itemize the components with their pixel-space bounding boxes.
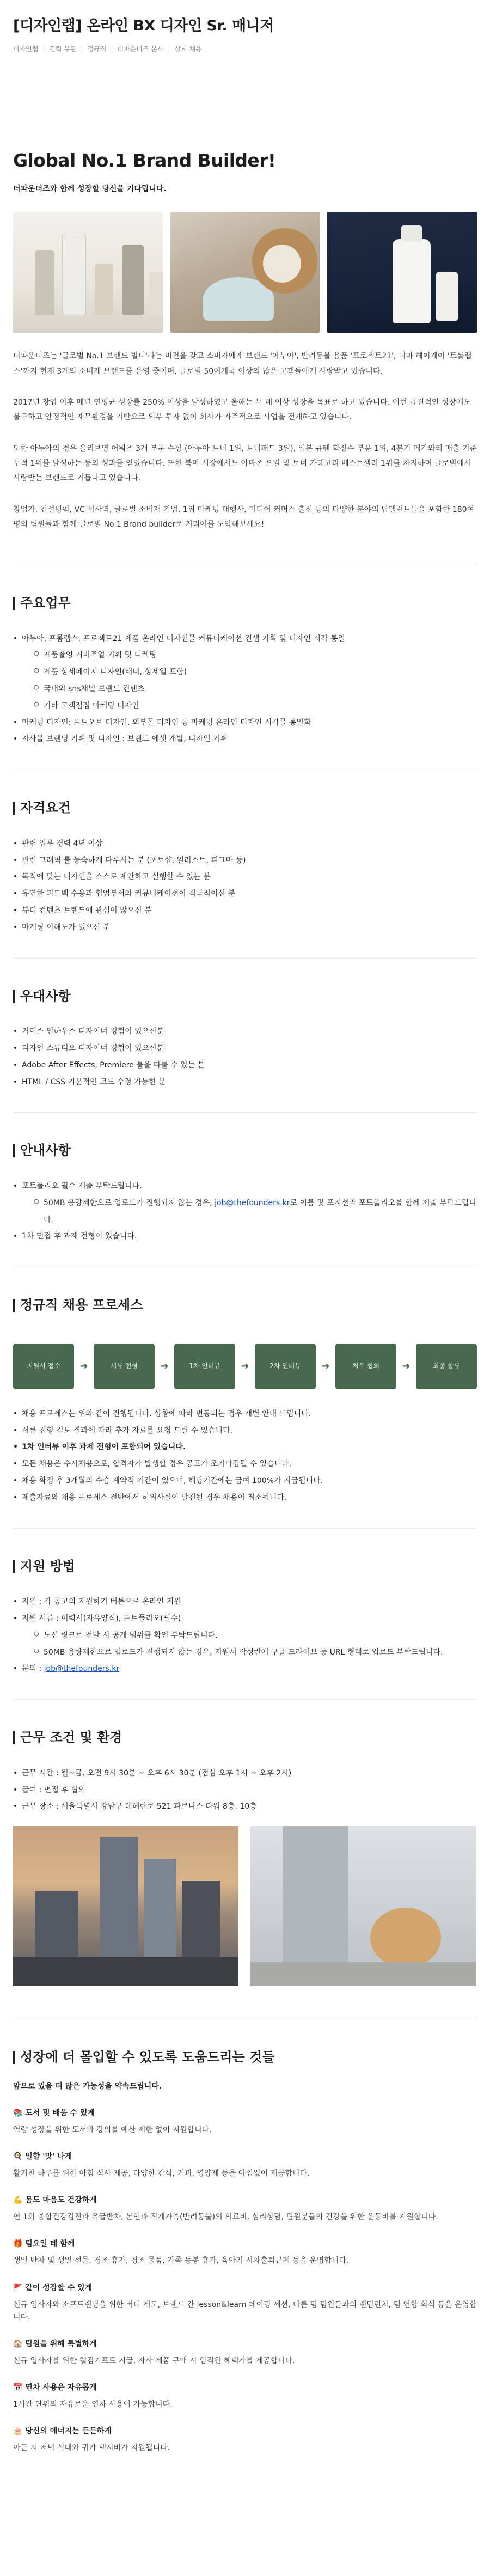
list-item: • 근무 장소 : 서울특별시 강남구 테헤란로 521 파르나스 타워 8층, 10층 <box>13 1798 477 1815</box>
intro-paragraph: 더파운더즈는 '글로벌 No.1 브랜드 빌더'라는 비전을 갖고 소비자에게 브랜드 '아누아', 반려동물 용품 '프로젝트21', 더마 헤어케어 '트롤랩스'까지 현재 3개의 소비재 브랜드를 운영 중이며, 글로벌 50여개국 이상의 많은 고객들에게 사랑받고 있습니다. <box>13 352 472 376</box>
benefit-group <box>13 2194 477 2224</box>
list-item: • 목적에 맞는 디자인을 스스로 제안하고 실행할 수 있는 분 <box>13 869 477 886</box>
list-item: • 모든 채용은 수시채용으로, 합격자가 발생할 경우 공고가 조기마감될 수 있습니다. <box>13 1456 477 1473</box>
job-tag-list <box>13 44 477 55</box>
benefit-group <box>13 2238 477 2267</box>
benefit-desc: 활기찬 하루를 위한 아침 식사 제공, 다양한 간식, 커피, 영양제 등을 아낌없이 제공합니다. <box>13 2169 310 2178</box>
list-item: • 관련 그래픽 툴 능숙하게 다루시는 분 (포토샵, 일러스트, 피그마 등) <box>13 852 477 869</box>
office-building-photo <box>13 1826 238 1986</box>
sub-list-item: ○ 50MB 용량제한으로 업로드가 진행되지 않는 경우, job@thefounders.kr로 이름 및 포지션과 포트폴리오를 함께 제출 부탁드립니다. <box>22 1195 477 1229</box>
preferred-list <box>13 1023 477 1090</box>
process-notes <box>13 1406 477 1506</box>
list-item: • 채용 프로세스는 위와 같이 진행됩니다. 상황에 따라 변동되는 경우 개별 안내 드립니다. <box>13 1406 477 1423</box>
list-item: • 관련 업무 경력 4년 이상 <box>13 835 477 852</box>
section-title: 안내사항 <box>13 1140 477 1162</box>
job-tag-label: 디자인랩 <box>13 45 39 53</box>
list-item: • 서류 전형 검토 결과에 따라 추가 자료를 요청 드릴 수 있습니다. <box>13 1423 477 1439</box>
sub-list-item: ○ 제품촬영 커버주얼 기획 및 디렉팅 <box>22 647 477 664</box>
arrow-right-icon: ➜ <box>160 1360 169 1372</box>
section-title: 지원 방법 <box>13 1556 477 1578</box>
benefit-group <box>13 2382 477 2411</box>
arrow-right-icon: ➜ <box>402 1360 411 1372</box>
benefit-desc: 연 1회 종합건강검진과 유급반차, 본인과 직계가족(반려동물)의 의료비, 심리상담, 팀원분들의 건강을 위한 운동비를 지원합니다. <box>13 2213 438 2222</box>
benefit-group <box>13 2338 477 2367</box>
qualification-list <box>13 835 477 936</box>
section-title: 자격요건 <box>13 797 477 819</box>
intro-paragraph: 또한 아누아의 경우 올리브영 어워즈 3개 부문 수상 (아누아 토너 1위, 토너패드 3위), 일본 큐텐 화장수 부문 1위, 4분기 메가와리 매출 기준 누적 1위를 달성하는 등의 성과를 얻었습니다. 또한 북미 시장에서도 아마존 오일 및 토너 카테고리 베스트셀러 1위를 차지하며 글로벌에서 사랑받는 브랜드로 거듭나고 있습니다. <box>13 444 477 483</box>
benefit-group <box>13 2151 477 2180</box>
benefit-group <box>13 2282 477 2324</box>
arrow-right-icon: ➜ <box>321 1360 330 1372</box>
section-title: 주요업무 <box>13 593 477 614</box>
benefit-title: 🎂 당신의 에너지는 든든하게 <box>13 2427 112 2436</box>
arrow-right-icon: ➜ <box>241 1360 249 1372</box>
benefit-title: 🎁 팀요일 데 함께 <box>13 2239 75 2249</box>
section-process <box>13 1295 477 1506</box>
job-header <box>0 0 490 64</box>
intro-paragraph: 창업가, 컨설팅펌, VC 심사역, 글로벌 소비재 기업, 1위 마케팅 대행사, 미디어 커머스 출신 등의 다양한 분야의 탑탤런트들을 포함한 180여명의 팀원들과 함께 글로벌 No.1 Brand builder로 커리어를 도약해보세요! <box>13 505 475 529</box>
job-tag: 디자인랩 | <box>13 44 45 55</box>
section-title: 우대사항 <box>13 986 477 1008</box>
section-divider <box>13 1112 477 1113</box>
job-tag <box>175 44 202 55</box>
benefit-title: 🏠 팀원을 위해 특별하게 <box>13 2339 97 2348</box>
brand-subheading: 더파운더즈와 함께 성장할 당신을 기다립니다. <box>13 185 167 194</box>
list-item: • 커머스 인하우스 디자이너 경험이 있으신분 <box>13 1023 477 1040</box>
list-item: • Adobe After Effects, Premiere 툴을 다룰 수 있는 분 <box>13 1057 477 1074</box>
product-photo-cat <box>170 212 320 333</box>
job-tag: 더파운더즈 본사 | <box>117 44 170 55</box>
benefits-subtitle: 앞으로 있을 더 많은 가능성을 약속드립니다. <box>13 2081 162 2091</box>
process-step: 서류 전형 <box>94 1344 155 1389</box>
section-notice <box>13 1140 477 1245</box>
benefit-desc: 1시간 단위의 자유로운 연차 사용이 가능합니다. <box>13 2400 173 2409</box>
process-step: 1차 인터뷰 <box>174 1344 235 1389</box>
section-apply <box>13 1556 477 1678</box>
list-item: • 근무 시간 : 월~금, 오전 9시 30분 ~ 오후 6시 30분 (점심 오후 1시 ~ 오후 2시) <box>13 1765 477 1782</box>
list-item: • 지원 : 각 공고의 지원하기 버튼으로 온라인 지원 <box>13 1594 477 1610</box>
office-photo-row <box>13 1826 477 1986</box>
sub-list-item: ○ 노션 링크로 전달 시 공개 범위를 확인 부탁드립니다. <box>22 1627 477 1644</box>
list-item: • 제출자료와 채용 프로세스 전반에서 허위사실이 발견될 경우 채용이 취소됩니다. <box>13 1490 477 1506</box>
product-photo-haircare <box>327 212 477 333</box>
intro-paragraph: 2017년 창업 이후 매년 연평균 성장률 250% 이상을 달성하였고 올해는 두 배 이상 성장을 목표로 하고 있습니다. 이런 급진적인 성장에도 불구하고 안정적인 재무환경을 기반으로 외부 투자 없이 회사가 자주적으로 사업을 전개하고 있습니다. <box>13 398 471 422</box>
process-step: 최종 합류 <box>416 1344 477 1389</box>
list-item: • 마케팅 이해도가 있으신 분 <box>13 919 477 936</box>
benefit-group <box>13 2425 477 2455</box>
section-preferred <box>13 986 477 1091</box>
section-title: 근무 조건 및 환경 <box>13 1727 477 1749</box>
notice-list <box>13 1178 477 1245</box>
page-title: [디자인랩] 온라인 BX 디자인 Sr. 매니저 <box>13 17 274 34</box>
benefit-desc: 생일 반차 및 생일 선물, 경조 휴가, 경조 물품, 가족 동봉 휴가, 육아기 시차출퇴근제 등을 운영합니다. <box>13 2256 349 2266</box>
email-link[interactable]: job@thefounders.kr <box>215 1198 290 1207</box>
benefit-group <box>13 2107 477 2137</box>
arrow-right-icon: ➜ <box>79 1360 88 1372</box>
brand-heading: Global No.1 Brand Builder! <box>13 149 276 171</box>
sub-list-item: ○ 기타 고객접점 마케팅 디자인 <box>22 698 477 715</box>
job-tag: 정규직 | <box>88 44 113 55</box>
benefit-title: 📅 연차 사용은 자유롭게 <box>13 2383 97 2392</box>
duty-list <box>13 631 477 748</box>
section-title: 정규직 채용 프로세스 <box>13 1295 477 1316</box>
process-flow <box>13 1344 477 1389</box>
list-item: • 급여 : 면접 후 협의 <box>13 1782 477 1799</box>
section-divider <box>13 958 477 959</box>
job-content <box>0 146 490 2455</box>
list-item: • 1차 면접 후 과제 전형이 있습니다. <box>13 1228 477 1245</box>
job-tag-label: 상시 채용 <box>174 45 202 53</box>
job-tag-label: 더파운더즈 본사 <box>117 45 164 53</box>
job-tag: 경력 무관 | <box>49 44 83 55</box>
benefit-desc: 신규 입사자를 위한 웰컴기프트 지급, 자사 제품 구매 시 임직원 혜택가를 제공합니다. <box>13 2356 295 2365</box>
process-step: 지원서 접수 <box>13 1344 74 1389</box>
list-item: • 디자인 스튜디오 디자이너 경험이 있으신분 <box>13 1040 477 1057</box>
section-divider <box>13 1528 477 1529</box>
list-item: • 아누아, 프롬랩스, 프로젝트21 제품 온라인 디자인물 커뮤니케이션 컨셉 기획 및 디자인 시각 통일 ○ 제품촬영 커버주얼 기획 및 디렉팅 ○ 제품 상세페이지 디자인(배너, 상세일 포함) ○ 국내외 sns채널 브랜드 컨텐츠 ○ 기타 고객접점 마케팅 디자인 <box>13 631 477 715</box>
sub-list-item: ○ 제품 상세페이지 디자인(배너, 상세일 포함) <box>22 664 477 681</box>
sub-list-item: ○ 50MB 용량제한으로 업로드가 진행되지 않는 경우, 지원서 작성란에 구글 드라이브 등 URL 형태로 업로드 부탁드립니다. <box>22 1644 477 1661</box>
list-item: • 뷰티 컨텐츠 트렌드에 관심이 많으신 분 <box>13 902 477 919</box>
benefit-title: 💪 몸도 마음도 건강하게 <box>13 2196 97 2205</box>
benefit-title: 🍳 일할 '맛' 나게 <box>13 2152 72 2162</box>
list-item: • 지원 서류 : 이력서(자유양식), 포트폴리오(필수) ○ 노션 링크로 전달 시 공개 범위를 확인 부탁드립니다. ○ 50MB 용량제한으로 업로드가 진행되지 않는 경우, 지원서 작성란에 구글 드라이브 등 URL 형태로 업로드 부탁드립니다. <box>13 1610 477 1661</box>
list-item: • 포트폴리오 필수 제출 부탁드립니다. ○ 50MB 용량제한으로 업로드가 진행되지 않는 경우, job@thefounders.kr로 이름 및 포지션과 포트폴리오를 함께 제출 부탁드립니다. <box>13 1178 477 1228</box>
section-benefits <box>13 2047 477 2455</box>
process-step: 2차 인터뷰 <box>255 1344 316 1389</box>
benefit-desc: 역량 성장을 위한 도서와 강의를 예산 제한 없이 지원합니다. <box>13 2125 212 2134</box>
job-tag-label: 정규직 <box>87 45 107 53</box>
product-photo-skincare <box>13 212 163 333</box>
apply-list <box>13 1594 477 1677</box>
section-title: 성장에 더 몰입할 수 있도록 도움드리는 것들 <box>13 2047 477 2068</box>
list-item: • HTML / CSS 기본적인 코드 수정 가능한 분 <box>13 1074 477 1091</box>
sub-list-item: ○ 국내외 sns채널 브랜드 컨텐츠 <box>22 681 477 698</box>
section-qualifications <box>13 797 477 936</box>
list-item: • 1차 인터뷰 이후 과제 전형이 포함되어 있습니다. <box>13 1439 477 1456</box>
process-step: 처우 협의 <box>335 1344 396 1389</box>
list-item: • 채용 확정 후 3개월의 수습 계약직 기간이 있으며, 해당기간에는 급여 100%가 지급됩니다. <box>13 1473 477 1490</box>
job-tag-label: 경력 무관 <box>49 45 77 53</box>
list-item: • 문의 : job@thefounders.kr <box>13 1661 477 1677</box>
list-item: • 마케팅 디자인: 포트오브 디자인, 외부몰 디자인 등 마케팅 온라인 디자인 시각물 통일화 <box>13 715 477 731</box>
section-divider <box>13 1699 477 1700</box>
email-link[interactable]: job@thefounders.kr <box>44 1664 120 1674</box>
section-work <box>13 1727 477 1986</box>
benefit-desc: 신규 입사자와 소프트랜딩을 위한 버디 제도, 브랜드 간 lesson&learn 데이팅 세션, 다른 팀 팀원들과의 랜덤런치, 팀 연합 회식 등을 운영합니다. <box>13 2300 477 2322</box>
benefit-title: 🚩 같이 성장할 수 있게 <box>13 2283 93 2292</box>
brand-photo-row <box>13 212 477 333</box>
office-interior-photo <box>250 1826 476 1986</box>
list-item: • 자사몰 브랜딩 기획 및 디자인 : 브랜드 에셋 개발, 디자인 기획 <box>13 731 477 748</box>
section-duties <box>13 593 477 748</box>
work-list <box>13 1765 477 1815</box>
benefit-title: 📚 도서 및 배움 수 있게 <box>13 2108 95 2117</box>
list-item: • 유연한 피드백 수용과 협업부서와 커뮤니케이션이 적극적이신 분 <box>13 886 477 902</box>
benefit-desc: 아군 시 저녁 식대와 귀가 택시비가 지원됩니다. <box>13 2444 170 2453</box>
